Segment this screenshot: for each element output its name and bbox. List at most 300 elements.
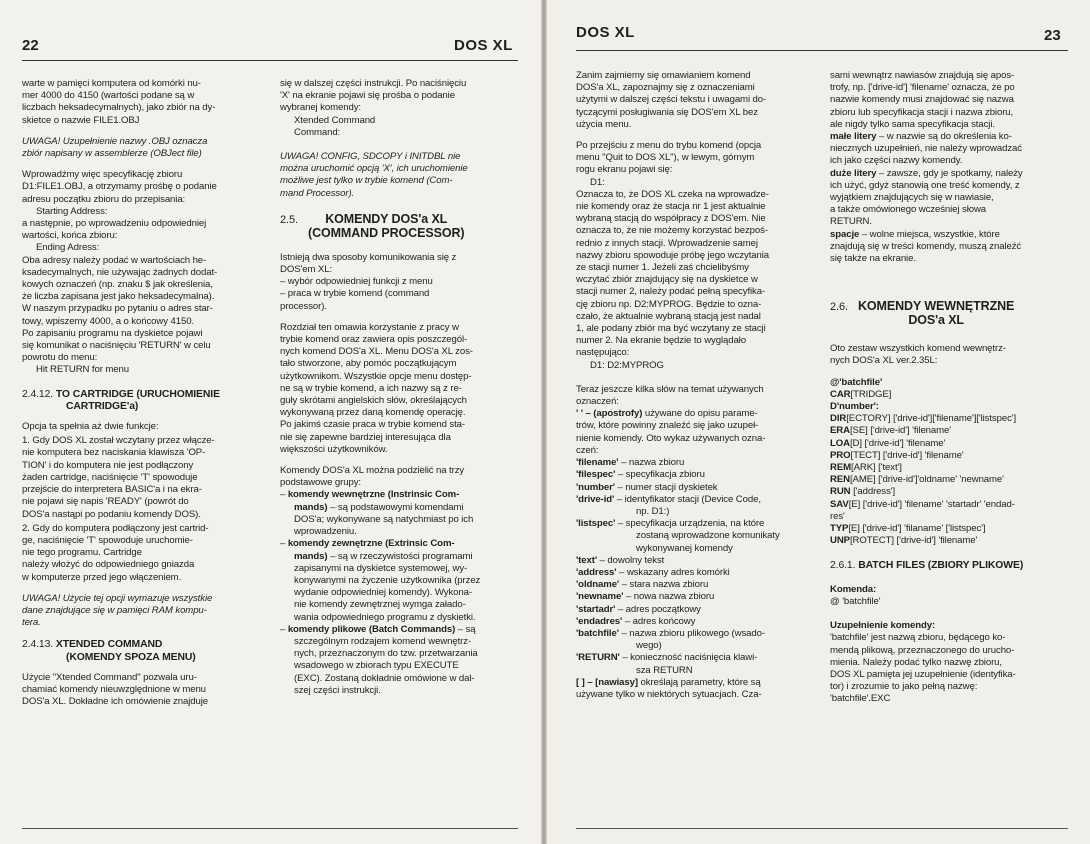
text-line: Po zapisaniu programu na dyskietce pojawi bbox=[22, 327, 203, 339]
definition-text: – adres początkowy bbox=[617, 603, 701, 615]
g2-text-5: wania odpowiedniego programu z dyskietki. bbox=[294, 611, 476, 623]
d1-example: D1: D2:MYPROG bbox=[590, 359, 664, 371]
text-line: nych DOS'a XL ver.2.35L: bbox=[830, 355, 938, 367]
text-line: możliwe jest tylko w trybie komend (Com- bbox=[280, 175, 453, 187]
space-text-2: się także na ekranie. bbox=[830, 253, 916, 265]
text-line: większości użytkowników. bbox=[280, 443, 388, 455]
starting-address: Starting Address: bbox=[36, 205, 108, 217]
text-line: zbiór napisany w assemblerze (OBJect file) bbox=[22, 148, 202, 160]
definition-term: 'drive-id' bbox=[576, 493, 615, 505]
text-line: Po jakimś czasie praca w trybie komend sta- bbox=[280, 419, 465, 431]
text-line: Oba adresy należy podać w wartościach he- bbox=[22, 254, 207, 266]
big-text-1: ich użyć, gdyż stanowią one treść komendy, z bbox=[830, 179, 1020, 191]
text-line: skietce o nazwie FILE1.OBJ bbox=[22, 114, 140, 126]
text-line: dane znajdujące się w pamięci RAM kompu- bbox=[22, 604, 207, 616]
command-row bbox=[830, 535, 1070, 547]
definition-text: – wskazany adres komórki bbox=[619, 566, 730, 578]
text-line: przejście do interpretera BASIC'a i na ekra- bbox=[22, 484, 202, 496]
heading-2-6 bbox=[830, 299, 1070, 327]
komenda-block bbox=[830, 584, 1070, 608]
g3-text-5: szej części instrukcji. bbox=[294, 684, 381, 696]
lc2-p4 bbox=[280, 465, 520, 489]
definition-text: – numer stacji dyskietek bbox=[617, 481, 718, 493]
heading-2-5 bbox=[280, 212, 520, 240]
lc1-p5: Opcja ta spełnia aż dwie funkcje: bbox=[22, 421, 159, 433]
text-line: ksadecymalnych, nie używając żadnych dodat- bbox=[22, 266, 218, 278]
g2-text-0: – są w rzeczywistości programami bbox=[327, 550, 473, 562]
big-text-0: – zawsze, gdy je spotkamy, należy bbox=[876, 167, 1023, 179]
text-line: nych komend DOS'a XL. Menu DOS'a XL zos- bbox=[280, 346, 473, 358]
command-suffix: [ECTORY] bbox=[846, 413, 891, 425]
text-line: wczytać zbiór znajdujący się na dyskietce w bbox=[576, 274, 758, 286]
text-line: guły skrótami angielskich słów, określających bbox=[280, 395, 467, 407]
text-line: DOS'a XL. Dokładne ich omówienie znajduje bbox=[22, 696, 208, 708]
heading-2-4-13 bbox=[22, 639, 270, 663]
command-args: ['drive-id'] 'filename' bbox=[893, 535, 978, 547]
text-line: oznacza to, że nie możemy korzystać bezpoś- bbox=[576, 225, 768, 237]
definition-row bbox=[576, 469, 822, 481]
definition-row bbox=[576, 652, 822, 664]
command-row bbox=[830, 499, 1070, 511]
big-text-4: RETURN. bbox=[830, 216, 872, 228]
g2-text-4: nie komendy zewnętrznej wymga załado- bbox=[294, 599, 466, 611]
text-line: mendą plikową, przeznaczonego do urucho- bbox=[830, 644, 1015, 656]
definition-term: 'filespec' bbox=[576, 469, 616, 481]
text-line: 'batchfile'.EXC bbox=[830, 693, 891, 705]
g3-text-1: szczególnym rodzajem komend wewnętrz- bbox=[294, 635, 472, 647]
text-line: ne są w trybie komend, a ich nazwy są z re- bbox=[280, 382, 462, 394]
text-line: nazwie komendy musi znajdować się nazwa bbox=[830, 94, 1014, 106]
big-term: duże litery bbox=[830, 167, 877, 179]
text-line: rednio z innych stacji. Wprowadzenie samej bbox=[576, 237, 758, 249]
left-column-2 bbox=[280, 78, 520, 697]
definition-text: – nowa nazwa zbioru bbox=[625, 591, 715, 603]
g3-text-2: nych, przeznaczonym do tzw. przetwarzania bbox=[294, 648, 478, 660]
text-line: DOS XL pamięta jej uzupełnienie (identyfika- bbox=[830, 668, 1016, 680]
command-name: D'number': bbox=[830, 401, 879, 413]
komenda-value: @ 'batchfile' bbox=[830, 595, 881, 607]
lc1-item2 bbox=[22, 523, 270, 584]
command-row bbox=[830, 486, 1070, 498]
text-line: Istnieją dwa sposoby komunikowania się z bbox=[280, 251, 457, 263]
text-line: – praca w trybie komend (command bbox=[280, 288, 430, 300]
text-line: Użycie "Xtended Command" pozwala uru- bbox=[22, 671, 197, 683]
command-args: ['text'] bbox=[875, 462, 902, 474]
text-line: oznaczeń: bbox=[576, 396, 619, 408]
lc1-p1 bbox=[22, 78, 270, 127]
space-term: spacje bbox=[830, 228, 860, 240]
running-title-right: DOS XL bbox=[576, 24, 635, 41]
command-suffix: [ARK] bbox=[851, 462, 876, 474]
command-args: ['drive-id']'oldname' 'newname' bbox=[875, 474, 1004, 486]
text-line: Wprowadźmy więc specyfikację zbioru bbox=[22, 169, 183, 181]
command-row bbox=[830, 389, 1070, 401]
text-line: 'batchfile' jest nazwą zbioru, będącego ko- bbox=[830, 632, 1006, 644]
space-text-1: znajdują się w treści komendy, muszą znaleźć bbox=[830, 240, 1022, 252]
definition-text: wego) bbox=[636, 640, 662, 652]
command-suffix: [E] bbox=[848, 523, 860, 535]
brackets-text-1: używane tylko w niektórych sytuacjach. Cza- bbox=[576, 688, 762, 700]
small-text-1: niecznych uzupełnień, nie należy wprowadzać bbox=[830, 143, 1022, 155]
command-name: PRO bbox=[830, 449, 851, 461]
text-line: DOS'a XL, zapoznajmy się z oznaczeniami bbox=[576, 82, 755, 94]
command-row bbox=[830, 413, 1070, 425]
definition-text: – identyfikator stacji (Device Code, bbox=[616, 493, 761, 505]
h26-title2: DOS'a XL bbox=[908, 313, 964, 328]
command-name: REN bbox=[830, 474, 850, 486]
h2412-title: TO CARTRIDGE (URUCHOMIENIE bbox=[55, 388, 220, 400]
header-rule-right bbox=[576, 50, 1068, 51]
h25-title2: (COMMAND PROCESSOR) bbox=[308, 225, 465, 240]
text-line: Komendy DOS'a XL można podzielić na trzy bbox=[280, 465, 465, 477]
text-line: tera. bbox=[22, 617, 41, 629]
rc2-p1 bbox=[830, 70, 1070, 131]
g3-text-3: wsadowego w zbiorach typu EXECUTE bbox=[294, 660, 459, 672]
text-line: Zanim zajmiemy się omawianiem komend bbox=[576, 70, 751, 81]
definition-term: 'batchfile' bbox=[576, 627, 619, 639]
lc1-note2 bbox=[22, 593, 270, 630]
command-args: ['drive-id']['filename']['listspec'] bbox=[890, 413, 1017, 425]
definition-text: – nazwa zbioru bbox=[621, 457, 685, 469]
left-column-1 bbox=[22, 78, 270, 717]
definition-row bbox=[576, 506, 822, 518]
rc1-p3 bbox=[576, 189, 822, 360]
definition-text: np. D1:) bbox=[636, 505, 670, 517]
brackets-term: [ ] – [nawiasy] bbox=[576, 676, 638, 688]
right-column-2 bbox=[830, 70, 1070, 706]
text-line: ze stacji numer 1. Jeżeli zaś chcielibyśmy bbox=[576, 262, 749, 274]
definition-row bbox=[576, 616, 822, 628]
text-line: się w dalszej części instrukcji. Po naciśnięciu bbox=[280, 78, 467, 89]
text-line: stacji numer 2, należy podać pełną specyfika- bbox=[576, 286, 766, 298]
text-line: użycia menu. bbox=[576, 118, 632, 130]
definition-row bbox=[576, 494, 822, 506]
apos-text-0: używane do opisu parame- bbox=[642, 408, 758, 420]
lc2-note bbox=[280, 151, 520, 200]
definition-row bbox=[576, 555, 822, 567]
text-line: adresu początku zbioru do przepisania: bbox=[22, 193, 186, 205]
definition-term: 'endadres' bbox=[576, 615, 623, 627]
commands-list bbox=[830, 377, 1070, 548]
text-line: 1. Gdy DOS XL został wczytany przez włącze- bbox=[22, 435, 215, 447]
g1-text-0: – są podstawowymi komendami bbox=[327, 501, 464, 513]
text-line: użytkownikom. Wszystkie opcje menu dostęp- bbox=[280, 370, 472, 382]
lc2-p1 bbox=[280, 78, 520, 115]
text-line: Rozdział ten omawia korzystanie z pracy w bbox=[280, 321, 459, 333]
text-line: w komputerze przed jego włączeniem. bbox=[22, 571, 182, 583]
running-title-left: DOS XL bbox=[454, 37, 513, 54]
text-line: Teraz jeszcze kilka słów na temat używanych bbox=[576, 383, 764, 395]
g2-name2: mands) bbox=[294, 550, 328, 562]
command-suffix: [E] bbox=[848, 498, 861, 510]
group-extrinsic: – komendy zewnętrzne (Extrinsic Com- mands) – są w rzeczywistości programami zapisanymi na dyskietce systemowej, wy- konywanymi na życzenie użytkownika (przez wydanie odpowiedniej komendy). Wykona- nie komendy zewnętrznej wymga załado- wania odpowiedniego programu z dyskietki. bbox=[280, 538, 520, 623]
command-row bbox=[830, 425, 1070, 437]
text-line: czało, że aktualnie wybraną stacją jest nadal bbox=[576, 310, 761, 322]
text-line: processor). bbox=[280, 300, 327, 312]
spaces-note bbox=[830, 229, 1070, 266]
text-line: nazwy zbioru spowoduje próbę jego wczytania bbox=[576, 249, 770, 261]
text-line: nie tego programu. Cartridge bbox=[22, 547, 142, 559]
text-line: podstawowe grupy: bbox=[280, 477, 361, 489]
text-line: Po przejściu z menu do trybu komend (opcja bbox=[576, 140, 762, 152]
definition-term: 'newname' bbox=[576, 591, 624, 603]
command-suffix: [TECT] bbox=[850, 449, 881, 461]
text-line: sami wewnątrz nawiasów znajdują się apos- bbox=[830, 70, 1015, 81]
text-line: liczbach heksadecymalnych), jako zbiór na dy- bbox=[22, 102, 216, 114]
text-line: wybraną stacją do współpracy z DOS'em. Nie bbox=[576, 213, 766, 225]
lc1-note1 bbox=[22, 136, 270, 160]
lc2-p2 bbox=[280, 252, 520, 313]
text-line: DOS'a nastąpi po podaniu komendy DOS). bbox=[22, 508, 201, 520]
h26-title: KOMENDY WEWNĘTRZNE bbox=[858, 299, 1015, 314]
definition-term: 'oldname' bbox=[576, 579, 620, 591]
command-args: ['drive-id'] 'filaname' ['listspec'] bbox=[859, 523, 986, 535]
text-line: nie komendy oraz że stacja nr 1 jest aktualnie bbox=[576, 201, 766, 213]
command-row bbox=[830, 474, 1070, 486]
definition-row bbox=[576, 640, 822, 652]
text-line: można uruchomić opcją 'X', ich uruchomienie bbox=[280, 163, 468, 175]
apostrophes-note bbox=[576, 408, 822, 457]
command-name: SAV bbox=[830, 498, 849, 510]
hit-return: Hit RETURN for menu bbox=[36, 364, 129, 376]
text-line: chamiać komendy nieuwzględnione w menu bbox=[22, 683, 206, 695]
rc1-p2 bbox=[576, 140, 822, 177]
small-term: małe litery bbox=[830, 131, 877, 143]
definition-row bbox=[576, 665, 822, 677]
definition-row bbox=[576, 518, 822, 530]
command-row bbox=[830, 523, 1070, 535]
definition-row bbox=[576, 543, 822, 555]
footer-rule-right bbox=[576, 828, 1068, 829]
text-line: mienia. Należy podać tylko nazwę zbioru, bbox=[830, 656, 1002, 668]
definition-text: wykonywanej komendy bbox=[636, 542, 733, 554]
text-line: tało stworzone, aby pomóc początkującym bbox=[280, 358, 457, 370]
text-line: menu "Quit to DOS XL"), w lewym, górnym bbox=[576, 152, 755, 164]
definition-term: 'text' bbox=[576, 554, 598, 566]
space-text-0: – wolne miejsca, wszystkie, które bbox=[859, 228, 1000, 240]
command-suffix: [SE] bbox=[849, 425, 868, 437]
definition-text: – specyfikacja urządzenia, na które bbox=[617, 518, 765, 530]
h2412-num: 2.4.12. bbox=[22, 388, 54, 400]
ending-address: Ending Adress: bbox=[36, 242, 100, 254]
definition-term: 'address' bbox=[576, 566, 617, 578]
xtended-command: Xtended Command bbox=[294, 114, 376, 126]
text-line: UWAGA! Uzupełnienie nazwy .OBJ oznacza bbox=[22, 135, 208, 147]
text-line: W naszym przypadku po pytaniu o adres star- bbox=[22, 303, 213, 315]
g2-text-1: zapisanymi na dyskietce systemowej, wy- bbox=[294, 562, 468, 574]
definition-text: zostaną wprowadzone komunikaty bbox=[636, 530, 780, 542]
komenda-label: Komenda: bbox=[830, 583, 877, 595]
small-text-2: ich jako części nazwy komendy. bbox=[830, 155, 963, 167]
definition-text: – adres końcowy bbox=[624, 615, 696, 627]
text-line: 'X' na ekranie pojawi się prośba o podanie bbox=[280, 90, 455, 102]
text-line: następująco: bbox=[576, 347, 630, 359]
g2-name: komendy zewnętrzne (Extrinsic Com- bbox=[287, 538, 455, 550]
text-line: Oznacza to, że DOS XL czeka na wprowadze- bbox=[576, 188, 769, 200]
definition-row bbox=[576, 530, 822, 542]
h2413-title: XTENDED COMMAND bbox=[55, 639, 163, 651]
definition-row bbox=[576, 567, 822, 579]
text-line: że liczba zapisana jest jako heksadecymalna). bbox=[22, 291, 215, 303]
text-line: nie komputera bez naciskania klawisza 'OP- bbox=[22, 447, 206, 459]
g1-name2: mands) bbox=[294, 501, 328, 513]
g3-text-4: (EXC). Zostaną dokładnie omówione w dal- bbox=[294, 672, 475, 684]
g1-text-1: DOS'a; wykonywane są natychmiast po ich bbox=[294, 513, 474, 525]
rc1-p1 bbox=[576, 70, 822, 131]
command-row bbox=[830, 401, 1070, 413]
definition-text: – specyfikacja zbioru bbox=[617, 469, 705, 481]
definition-text: – nazwa zbioru plikowego (wsado- bbox=[621, 627, 765, 639]
text-line: tyczącymi posługiwania się DOS'em XL bez bbox=[576, 106, 758, 118]
command-name: LOA bbox=[830, 437, 850, 449]
brackets-text-0: określają parametry, które są bbox=[637, 676, 761, 688]
big-text-3: a także omówionego wcześniej słowa bbox=[830, 204, 987, 216]
command-row bbox=[830, 511, 1070, 523]
g1-text-2: wprowadzeniu. bbox=[294, 526, 357, 538]
definition-text: sza RETURN bbox=[636, 664, 693, 676]
text-line: trybie komend oraz zawiera opis poszczegól- bbox=[280, 334, 468, 346]
text-line: – wybór odpowiedniej funkcji z menu bbox=[280, 276, 433, 288]
big-letters-note bbox=[830, 168, 1070, 229]
definition-term: 'startadr' bbox=[576, 603, 616, 615]
h2413-num: 2.4.13. bbox=[22, 639, 54, 651]
text-line: cję zbioru np. D2:MYPROG. Będzie to ozna- bbox=[576, 298, 762, 310]
text-line: a następnie, po wprowadzeniu odpowiedniej bbox=[22, 218, 207, 230]
lc1-item1 bbox=[22, 435, 270, 520]
command-args: ['drive-id'] 'filename' 'startadr' 'endad- bbox=[860, 498, 1015, 510]
heading-2-4-12 bbox=[22, 389, 270, 413]
g1-name: komendy wewnętrzne (Instrinsic Com- bbox=[287, 489, 460, 501]
lc2-p3 bbox=[280, 322, 520, 456]
apos-text-2: nienie komendy. Oto wykaz używanych ozna- bbox=[576, 432, 766, 444]
apos-text-3: czeń: bbox=[576, 444, 599, 456]
command-args: ['drive-id'] 'filename' bbox=[867, 425, 952, 437]
text-line: rogu ekranu pojawi się: bbox=[576, 164, 673, 176]
definition-row bbox=[576, 457, 822, 469]
command-name: ERA bbox=[830, 425, 850, 437]
command-row bbox=[830, 377, 1070, 389]
definition-row bbox=[576, 591, 822, 603]
definition-term: 'filename' bbox=[576, 457, 619, 469]
lc1-p3 bbox=[22, 218, 270, 242]
right-column-1 bbox=[576, 70, 822, 701]
rc1-p4 bbox=[576, 384, 822, 408]
h261-title: BATCH FILES (ZBIORY PLIKOWE) bbox=[858, 559, 1024, 571]
apos-term: ' ' – (apostrofy) bbox=[576, 408, 643, 420]
lc1-p4 bbox=[22, 255, 270, 365]
text-line: 2. Gdy do komputera podłączony jest cartrid- bbox=[22, 522, 209, 534]
text-line: wartości, końca zbioru: bbox=[22, 230, 118, 242]
group-intrinsic: – komendy wewnętrzne (Instrinsic Com- mands) – są podstawowymi komendami DOS'a; wykonywane są natychmiast po ich wprowadzeniu. bbox=[280, 489, 520, 538]
command-args: ['drive-id'] 'filename' bbox=[880, 449, 964, 461]
big-text-2: wyjątkiem znajdujących się w nawiasie, bbox=[830, 192, 994, 204]
group-batch: – komendy plikowe (Batch Commands) – są szczególnym rodzajem komend wewnętrz- nych, przeznaczonym do tzw. przetwarzania wsadowego w zbiorach typu EXECUTE (EXC). Zostaną dokładnie omówione w dal- szej części instrukcji. bbox=[280, 624, 520, 697]
definition-row bbox=[576, 482, 822, 494]
text-line: towy, wpiszemy 4000, a o końcowy 4150. bbox=[22, 315, 194, 327]
left-page bbox=[0, 0, 541, 844]
text-line: DOS'em XL: bbox=[280, 264, 333, 276]
command-args: ['drive-id'] 'filename' bbox=[861, 437, 946, 449]
text-line: tor) i zrozumie to jako pełną nazwę: bbox=[830, 681, 978, 693]
header-rule-left bbox=[22, 60, 518, 61]
h2412-title2: CARTRIDGE'a) bbox=[66, 400, 139, 412]
rc2-p2 bbox=[830, 343, 1070, 367]
text-line: Oto zestaw wszystkich komend wewnętrz- bbox=[830, 343, 1006, 355]
definition-term: 'number' bbox=[576, 481, 615, 493]
definition-text: – dowolny tekst bbox=[599, 554, 665, 566]
command-suffix: [AME] bbox=[849, 474, 876, 486]
text-line: 1, ale podany zbiór ma być wczytany ze stacji bbox=[576, 323, 766, 335]
text-line: należy włożyć do odpowiedniego gniazda bbox=[22, 559, 195, 571]
footer-rule-left bbox=[22, 828, 518, 829]
prompt-d1: D1: bbox=[590, 176, 605, 188]
definition-text: – stara nazwa zbioru bbox=[621, 579, 709, 591]
definition-row bbox=[576, 604, 822, 616]
text-line: TION' i do komputera nie jest podłączony bbox=[22, 459, 194, 471]
lc1-p2 bbox=[22, 169, 270, 206]
command-name: TYP bbox=[830, 523, 849, 535]
definition-row bbox=[576, 628, 822, 640]
text-line: numer 2. Na ekranie będzie to wyglądało bbox=[576, 335, 746, 347]
g2-text-2: konywanymi na życzenie użytkownika (przez bbox=[294, 574, 481, 586]
brackets-note bbox=[576, 677, 822, 701]
h261-num: 2.6.1. bbox=[830, 559, 856, 571]
text-line: nie się zapewne bardziej interesująca dla bbox=[280, 431, 451, 443]
lc1-p6 bbox=[22, 672, 270, 709]
g2-text-3: wydanie odpowiedniej komendy). Wykona- bbox=[294, 587, 472, 599]
command-name: RUN bbox=[830, 486, 851, 498]
command-name: REM bbox=[830, 462, 852, 474]
text-line: UWAGA! CONFIG, SDCOPY i INITDBL nie bbox=[280, 151, 461, 163]
text-line: warte w pamięci komputera od komórki nu- bbox=[22, 78, 201, 89]
small-letters-note bbox=[830, 131, 1070, 168]
g3-text-0: – są bbox=[455, 623, 476, 635]
right-page bbox=[547, 0, 1090, 844]
command-suffix: [D] bbox=[849, 437, 862, 449]
command-prompt: Command: bbox=[294, 126, 341, 138]
command-args: res' bbox=[830, 510, 845, 522]
definitions-list bbox=[576, 457, 822, 677]
uzup-text bbox=[830, 632, 1070, 705]
command-row bbox=[830, 450, 1070, 462]
command-row bbox=[830, 438, 1070, 450]
uzup-label: Uzupełnienie komendy: bbox=[830, 620, 936, 632]
text-line: użytymi w dalszej części tekstu i uwagami do- bbox=[576, 94, 767, 106]
heading-2-6-1 bbox=[830, 560, 1070, 572]
command-name: @'batchfile' bbox=[830, 376, 883, 388]
command-args: ['address'] bbox=[850, 486, 896, 498]
small-text-0: – w nazwie są do określenia ko- bbox=[876, 131, 1012, 143]
text-line: kowych oznaczeń (np. znaku $ jak określenia, bbox=[22, 279, 213, 291]
text-line: powrotu do menu: bbox=[22, 352, 98, 364]
text-line: się komunikat o naciśnięciu 'RETURN' w celu bbox=[22, 340, 211, 352]
definition-row bbox=[576, 579, 822, 591]
h25-num: 2.5. bbox=[280, 213, 298, 226]
text-line: wybranej komendy: bbox=[280, 102, 361, 114]
text-line: mer 4000 do 4150 (wartości podane są w bbox=[22, 90, 195, 102]
text-line: trofy, np. ['drive-id'] 'filename' oznacza, że po bbox=[830, 82, 1015, 94]
page-number-left: 22 bbox=[22, 37, 39, 54]
text-line: żaden cartridge, naciśnięcie 'T' spowoduje bbox=[22, 471, 198, 483]
definition-term: 'listspec' bbox=[576, 518, 616, 530]
text-line: ge, naciśnięcie 'T' spowoduje uruchomie- bbox=[22, 534, 193, 546]
text-line: nie pojawi się napis 'READY' (powrót do bbox=[22, 496, 189, 508]
command-name: DIR bbox=[830, 413, 847, 425]
command-suffix: [ROTECT] bbox=[849, 535, 894, 547]
definition-term: 'RETURN' bbox=[576, 652, 620, 664]
text-line: D1:FILE1.OBJ, a otrzymamy prośbę o podanie bbox=[22, 181, 217, 193]
apos-text-1: trów, które powinny znaleźć się jako uzupeł- bbox=[576, 420, 759, 432]
